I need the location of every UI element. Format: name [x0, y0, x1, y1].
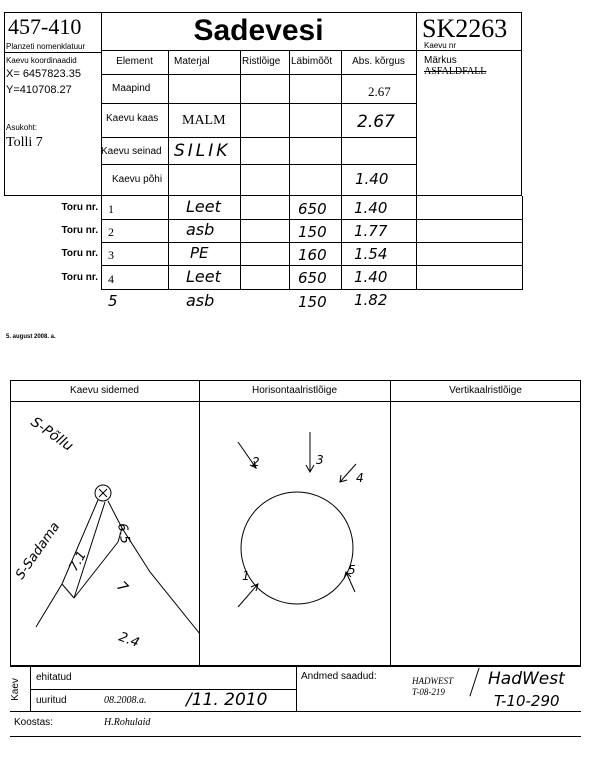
location-value: Tolli 7: [6, 135, 43, 150]
pipe-label-2: Toru nr.: [61, 225, 98, 236]
tie-sketch: [10, 402, 199, 665]
col-height: Abs. kõrgus: [352, 56, 405, 67]
street-label-sadama: S-Sadama: [12, 519, 64, 583]
y-coordinate: Y=410708.27: [6, 84, 72, 96]
pipe-label-3: Toru nr.: [61, 248, 98, 259]
page-title: Sadevesi: [193, 14, 324, 47]
handwritten-slash: [469, 668, 479, 697]
street-line-sadama: [36, 500, 98, 627]
pipe-material-3: PE: [190, 244, 209, 262]
horizontal-section-sketch: [200, 402, 389, 665]
pipe-diameter-2: 150: [298, 223, 327, 241]
compiled-value: H.Rohulaid: [104, 717, 151, 728]
pipe-material-1: Leet: [186, 197, 221, 216]
pipe-number-1: 1: [242, 569, 250, 583]
street-label-pollu: S-Põllu: [27, 414, 76, 455]
date-note: 5. august 2008. a.: [6, 334, 56, 340]
row-element-3: Kaevu seinad: [101, 146, 162, 157]
row-material-3: SILIK: [174, 141, 231, 161]
data-from-label: Andmed saadud:: [301, 671, 377, 682]
well-number: SK2263: [422, 14, 508, 43]
built-label: ehitatud: [36, 672, 72, 683]
panel-title-horizontal: Horisontaalristlõige: [251, 385, 338, 396]
pipe-material-5: asb: [186, 291, 215, 310]
data-from-code: T-08-219: [412, 687, 445, 697]
col-remark: Märkus: [424, 55, 457, 66]
street-line-pollu: [108, 501, 199, 634]
well-shaft-circle: [241, 492, 353, 604]
nomenclature-label: Planzeti nomenklatuur: [6, 42, 86, 51]
pipe-nr-1: 1: [108, 202, 114, 216]
surveyed-value: 08.2008.a.: [104, 695, 147, 706]
row-height-2: 2.67: [357, 112, 395, 132]
col-element: Element: [116, 56, 153, 67]
panel-title-vertical: Vertikaalristlõige: [449, 385, 522, 396]
remark-value: ASFALDFALL: [424, 66, 487, 77]
row-element-4: Kaevu põhi: [112, 174, 163, 185]
pipe-nr-2: 2: [108, 225, 114, 239]
dimension-2: 7.1: [66, 548, 90, 574]
data-from-value: HADWEST: [412, 676, 453, 686]
pipe-height-1: 1.40: [354, 199, 388, 217]
pipe-material-4: Leet: [186, 267, 221, 286]
pipe-material-2: asb: [186, 220, 215, 239]
pipe-label-1: Toru nr.: [61, 202, 98, 213]
col-diameter: Läbimõõt: [291, 56, 333, 67]
data-from-handwritten-code: T-10-290: [494, 692, 560, 710]
nomenclature-number: 457-410: [8, 14, 82, 39]
pipe-diameter-4: 650: [298, 269, 327, 287]
x-coordinate: X= 6457823.35: [6, 68, 81, 80]
coords-label: Kaevu koordinaadid: [6, 56, 77, 65]
pipe-number-3: 3: [316, 453, 324, 467]
footer-side-label: Kaev: [9, 678, 21, 701]
row-element-1: Maapind: [112, 83, 151, 94]
surveyed-label: uuritud: [36, 695, 67, 706]
data-from-handwritten: HadWest: [488, 669, 565, 689]
pipe-height-5: 1.82: [354, 291, 388, 309]
row-material-2: MALM: [182, 113, 226, 128]
pipe-diameter-3: 160: [298, 246, 327, 264]
dimension-1: 6.5: [114, 522, 133, 546]
pipe-nr-4: 4: [108, 272, 114, 286]
row-element-2: Kaevu kaas: [106, 113, 159, 124]
pipe-number-5: 5: [348, 563, 356, 577]
dimension-3: 7: [113, 578, 131, 597]
pipe-nr-5: 5: [108, 292, 118, 310]
pipe-diameter-5: 150: [298, 293, 327, 311]
pipe-number-4: 4: [356, 471, 364, 485]
panel-title-ties: Kaevu sidemed: [70, 385, 139, 396]
pipe-diameter-1: 650: [298, 200, 327, 218]
pipe-height-3: 1.54: [354, 245, 388, 263]
pipe-nr-3: 3: [108, 248, 114, 262]
surveyed-handwritten: /11. 2010: [186, 690, 268, 710]
col-section: Ristlõige: [242, 56, 281, 67]
dimension-4: 2.4: [116, 629, 142, 651]
row-height-4: 1.40: [355, 170, 389, 188]
col-material: Materjal: [174, 56, 210, 67]
pipe-height-4: 1.40: [354, 268, 388, 286]
pipe-label-4: Toru nr.: [61, 272, 98, 283]
well-number-label: Kaevu nr: [424, 41, 457, 50]
pipe-height-2: 1.77: [354, 222, 388, 240]
row-height-1: 2.67: [368, 84, 391, 99]
location-label: Asukoht:: [6, 123, 38, 132]
pipe-number-2: 2: [252, 455, 260, 469]
compiled-label: Koostas:: [14, 717, 53, 728]
